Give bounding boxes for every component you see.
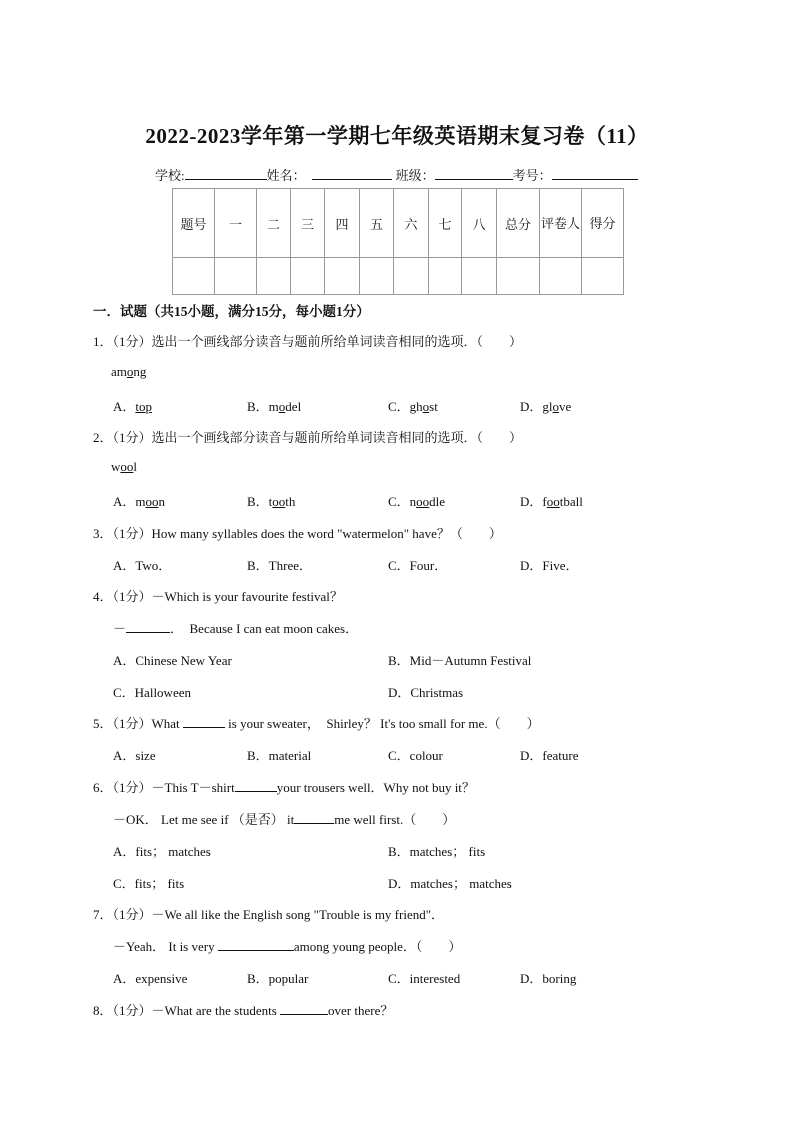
score-header-cell: 总分 — [497, 189, 540, 258]
score-header-cell: 二 — [257, 189, 291, 258]
student-info-line — [155, 165, 638, 184]
answer-blank — [235, 780, 277, 792]
question-5-stem: 5．（1分）What is your sweater， Shirley？ It's too small for me.（ ） — [93, 716, 540, 731]
question-7-option-d: D．boring — [520, 971, 577, 986]
answer-blank — [183, 716, 225, 728]
answer-blank — [218, 939, 294, 951]
question-1-option-a: A．top — [113, 399, 153, 414]
score-header-cell: 评卷人 — [540, 189, 582, 258]
question-4-option-b: B．Mid－Autumn Festival — [388, 653, 532, 668]
question-4-option-d: D．Christmas — [388, 685, 464, 700]
question-2-option-c: C．noodle — [388, 494, 446, 509]
question-3-stem: 3．（1分）How many syllables does the word "watermelon" have？（ ） — [93, 526, 502, 541]
question-4-line-2: － ． Because I can eat moon cakes． — [113, 621, 359, 636]
answer-blank — [294, 812, 334, 824]
question-1-option-d: D．glove — [520, 399, 572, 414]
question-3-option-a: A．Two． — [113, 558, 172, 573]
name-label: 姓名： — [266, 168, 306, 183]
question-6-option-a: A．fits； matches — [113, 844, 211, 859]
score-header-cell: 四 — [325, 189, 360, 258]
question-6-line-2: －OK． Let me see if （是否） it me well first.（ ） — [113, 812, 456, 827]
score-table-body-row — [173, 258, 624, 295]
question-2-option-b: B．tooth — [247, 494, 296, 509]
question-8-stem: 8．（1分）－What are the students over there？ — [93, 1003, 394, 1018]
question-2-option-d: D．football — [520, 494, 583, 509]
question-5-option-a: A．size — [113, 748, 156, 763]
question-5-option-d: D．feature — [520, 748, 579, 763]
answer-blank — [280, 1003, 328, 1015]
question-6-stem: 6．（1分）－This T－shirt your trousers well．Why not buy it？ — [93, 780, 475, 795]
answer-blank — [126, 621, 170, 633]
question-5-option-b: B．material — [247, 748, 312, 763]
name-blank — [312, 167, 392, 180]
question-4-option-c: C．Halloween — [113, 685, 191, 700]
score-header-cell: 七 — [429, 189, 462, 258]
question-6-option-c: C．fits； fits — [113, 876, 185, 891]
exam-no-blank — [552, 167, 638, 180]
score-table-header-row — [173, 189, 624, 258]
school-blank — [185, 167, 267, 180]
question-2-stem: 2．（1分）选出一个画线部分读音与题前所给单词读音相同的选项．（ ） — [93, 430, 523, 445]
question-4-stem: 4．（1分）－Which is your favourite festival？ — [93, 589, 343, 604]
question-2-option-a: A．moon — [113, 494, 166, 509]
score-header-cell: 八 — [462, 189, 497, 258]
section-heading: 一．试题（共15小题，满分15分，每小题1分） — [93, 304, 370, 319]
question-3-option-b: B．Three． — [247, 558, 312, 573]
question-4-option-a: A．Chinese New Year — [113, 653, 232, 668]
score-header-cell: 得分 — [582, 189, 624, 258]
question-1-stem: 1．（1分）选出一个画线部分读音与题前所给单词读音相同的选项．（ ） — [93, 334, 523, 349]
question-2-word: wool — [111, 459, 138, 474]
school-label: 学校: — [155, 168, 185, 183]
score-header-cell: 题号 — [173, 189, 215, 258]
exam-no-label: 考号： — [512, 168, 552, 183]
score-header-cell: 三 — [291, 189, 325, 258]
question-3-option-d: D．Five． — [520, 558, 579, 573]
page-title: 2022-2023学年第一学期七年级英语期末复习卷（11） — [145, 124, 649, 148]
question-6-option-b: B．matches； fits — [388, 844, 486, 859]
score-header-cell: 一 — [215, 189, 257, 258]
question-7-line-2: －Yeah． It is very among young people．（ ） — [113, 939, 462, 954]
question-6-option-d: D．matches； matches — [388, 876, 512, 891]
question-7-option-b: B．popular — [247, 971, 309, 986]
score-header-cell: 五 — [360, 189, 394, 258]
question-5-option-c: C．colour — [388, 748, 443, 763]
question-7-option-c: C．interested — [388, 971, 461, 986]
question-7-option-a: A．expensive — [113, 971, 188, 986]
question-1-word: among — [111, 364, 147, 379]
question-7-stem: 7．（1分）－We all like the English song "Trouble is my friend"． — [93, 907, 445, 922]
question-1-option-b: B．model — [247, 399, 302, 414]
score-table — [172, 188, 624, 295]
question-1-option-c: C．ghost — [388, 399, 438, 414]
score-header-cell: 六 — [394, 189, 429, 258]
class-blank — [435, 167, 513, 180]
question-3-option-c: C．Four． — [388, 558, 448, 573]
class-label: 班级： — [395, 168, 435, 183]
